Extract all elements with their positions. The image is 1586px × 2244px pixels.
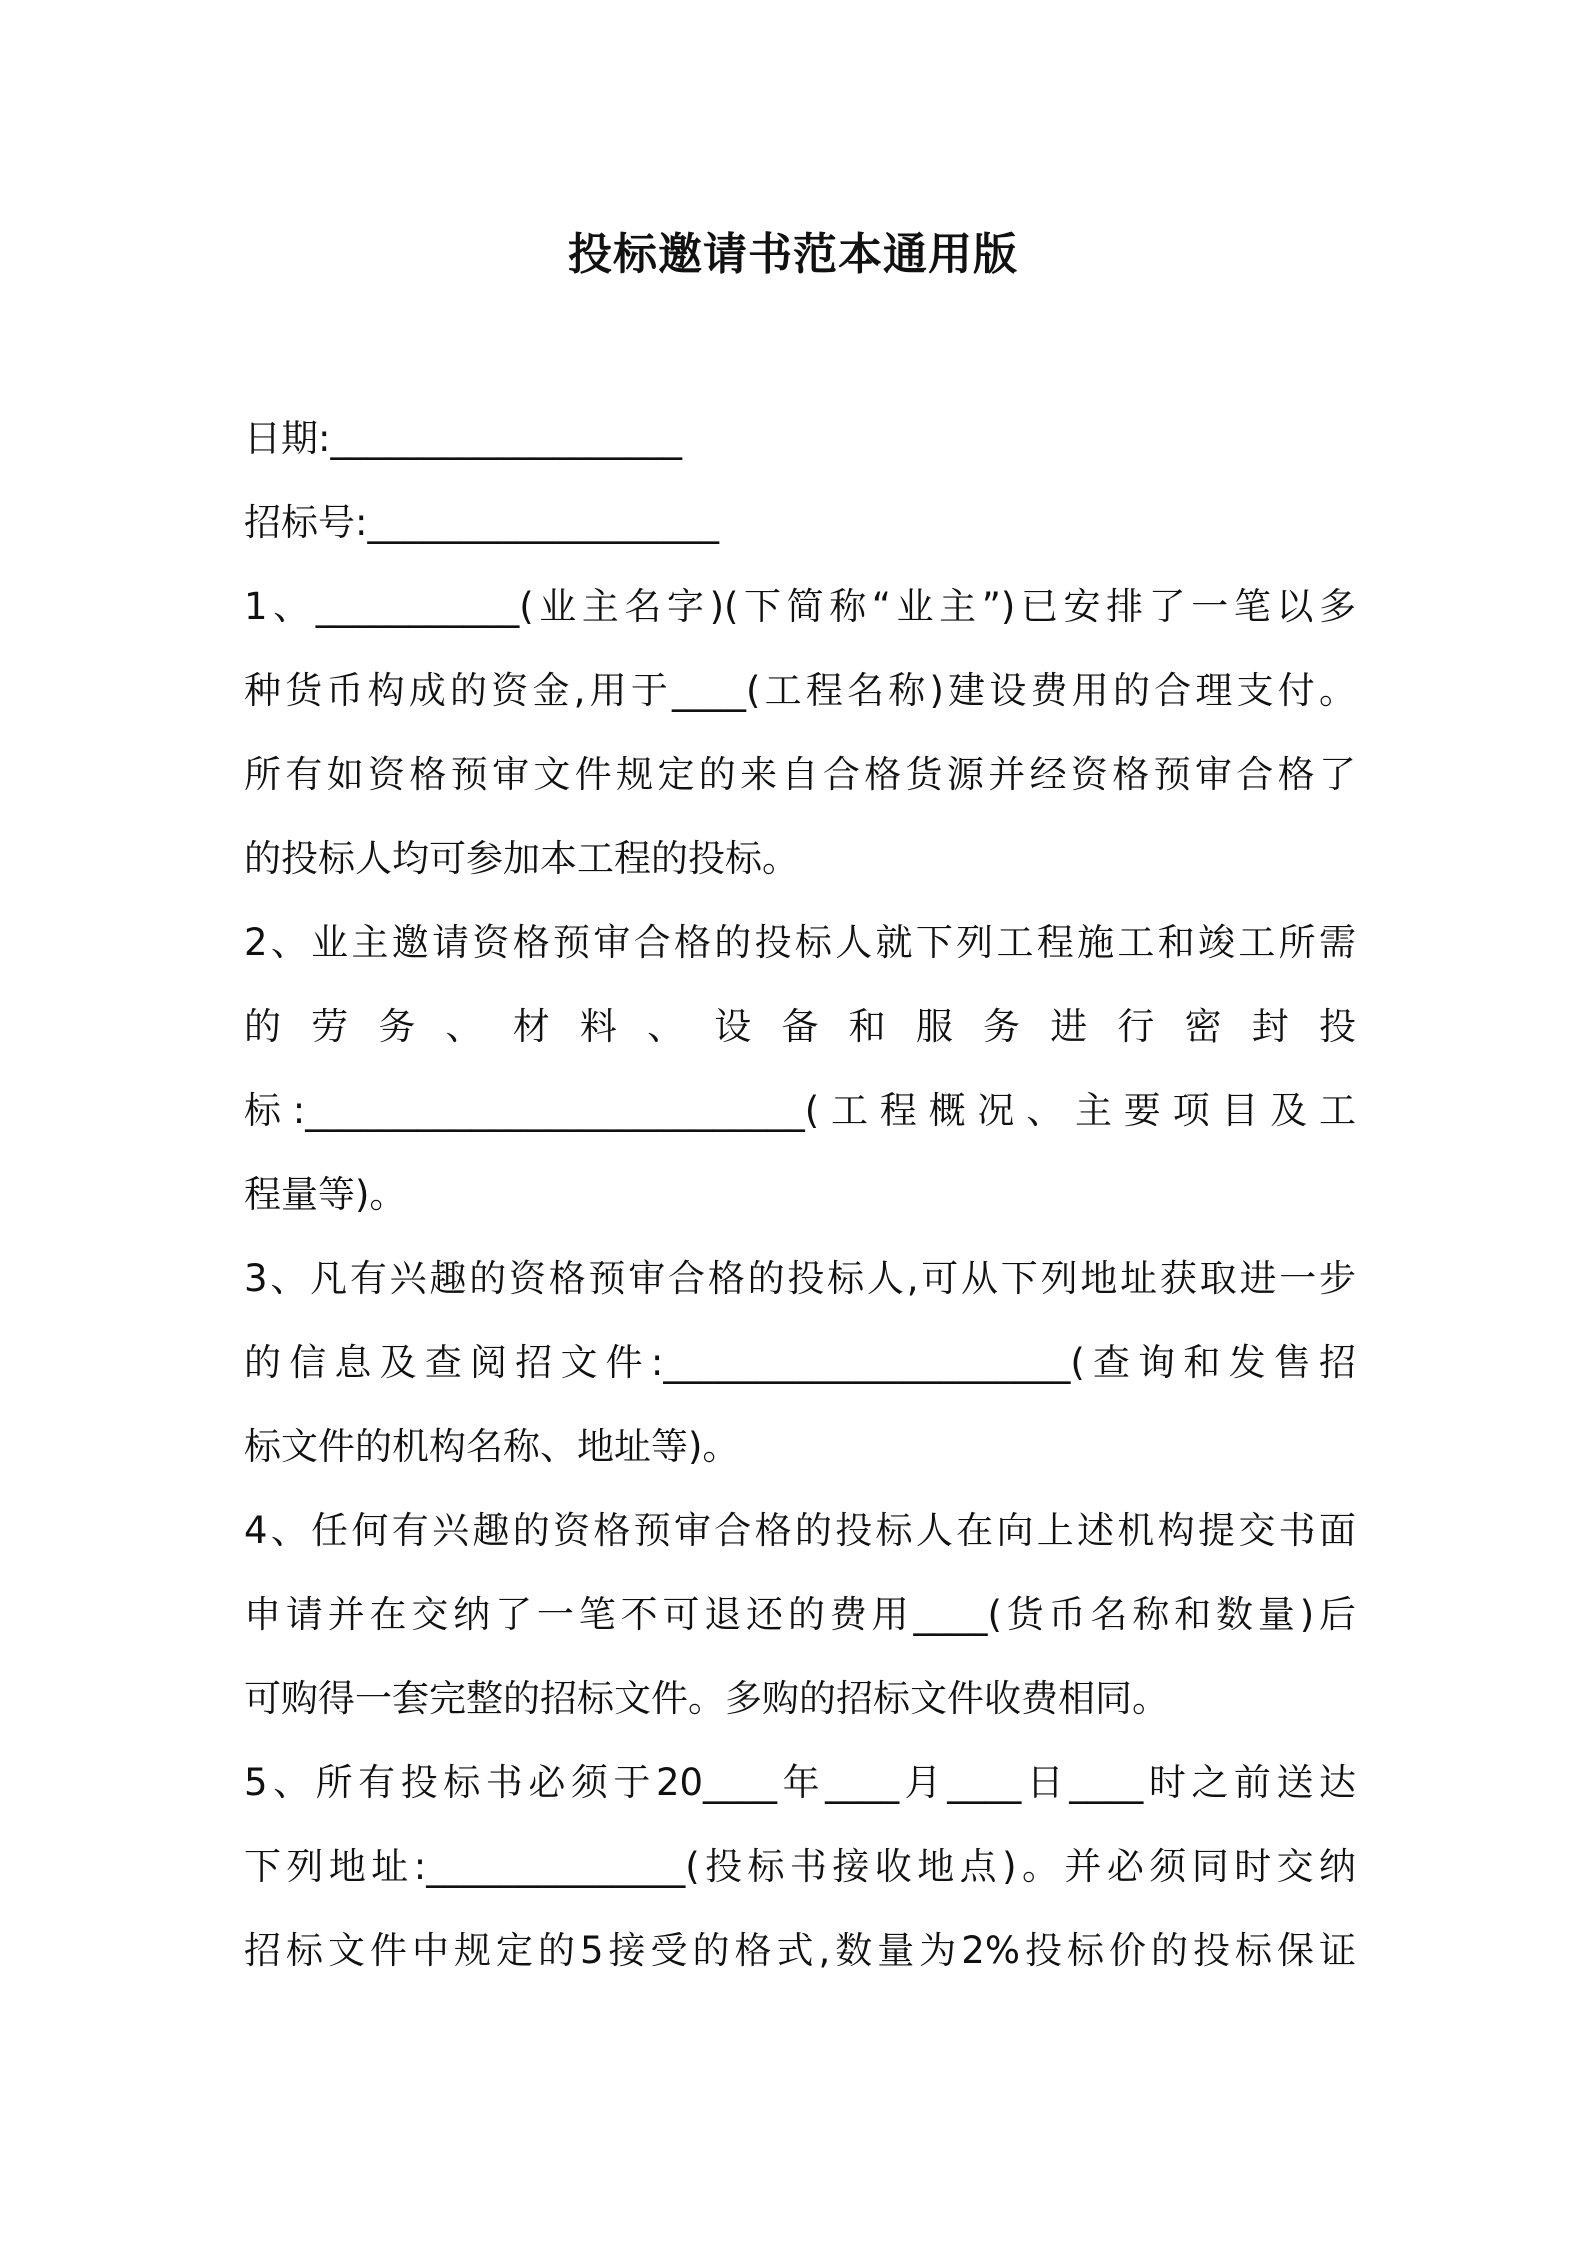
paragraph-line: 的投标人均可参加本工程的投标。	[244, 837, 799, 880]
paragraph-5	[244, 1741, 1356, 1993]
paragraph-2	[244, 901, 1356, 1237]
bid-number-field-line: 招标号:___________________	[244, 501, 719, 544]
paragraph-line: 5、所有投标书必须于20____年____月____日____时之前送达	[244, 1761, 1356, 1804]
paragraph-line: 4、任何有兴趣的资格预审合格的投标人在向上述机构提交书面	[244, 1509, 1356, 1552]
document-title: 投标邀请书范本通用版	[568, 229, 1018, 280]
paragraph-line: 可购得一套完整的招标文件。多购的招标文件收费相同。	[244, 1677, 1169, 1720]
paragraph-line: 2、业主邀请资格预审合格的投标人就下列工程施工和竣工所需	[244, 921, 1356, 964]
paragraph-line: 的信息及查阅招文件:______________________(查询和发售招	[244, 1341, 1356, 1384]
paragraph-line: 1、___________(业主名字)(下简称“业主”)已安排了一笔以多	[244, 585, 1356, 628]
document-body	[244, 397, 1356, 1993]
paragraph-line: 标文件的机构名称、地址等)。	[244, 1425, 740, 1468]
paragraph-3	[244, 1237, 1356, 1489]
paragraph-line: 的劳务、材料、设备和服务进行密封投	[244, 1005, 1356, 1048]
paragraph-line: 所有如资格预审文件规定的来自合格货源并经资格预审合格了	[244, 753, 1356, 796]
paragraph-line: 程量等)。	[244, 1173, 407, 1216]
paragraph-line: 3、凡有兴趣的资格预审合格的投标人,可从下列地址获取进一步	[244, 1257, 1356, 1300]
paragraph-4	[244, 1489, 1356, 1741]
paragraph-line: 标:___________________________(工程概况、主要项目及工	[244, 1089, 1356, 1132]
paragraph-line: 招标文件中规定的5接受的格式,数量为2%投标价的投标保证	[244, 1929, 1356, 1972]
paragraph-line: 种货币构成的资金,用于____(工程名称)建设费用的合理支付。	[244, 669, 1356, 712]
date-field-line: 日期:___________________	[244, 417, 682, 460]
paragraph-line: 下列地址:______________(投标书接收地点)。并必须同时交纳	[244, 1845, 1356, 1888]
paragraph-1	[244, 565, 1356, 901]
paragraph-line: 申请并在交纳了一笔不可退还的费用____(货币名称和数量)后	[244, 1593, 1356, 1636]
